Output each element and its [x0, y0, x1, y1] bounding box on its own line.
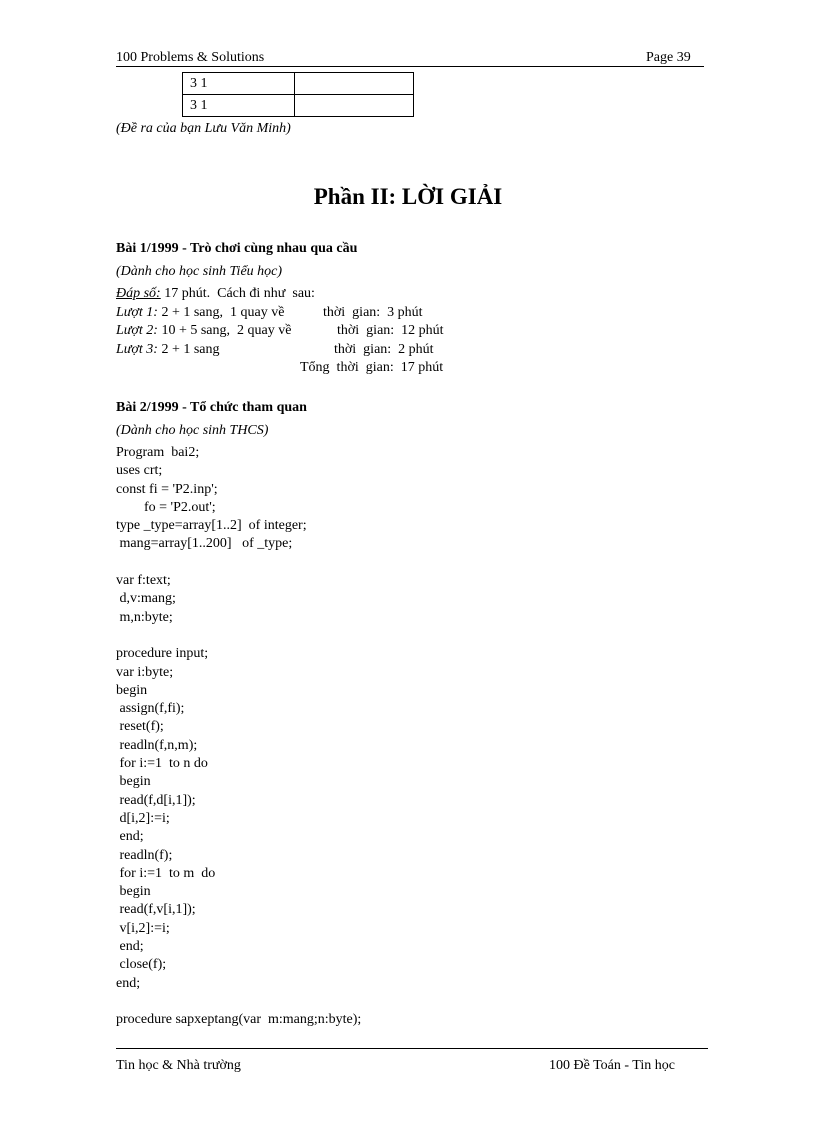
step-text: 2 + 1 sang	[157, 342, 220, 357]
total-time: Tổng thời gian: 17 phút	[300, 360, 444, 375]
problem2-title: Bài 2/1999 - Tổ chức tham quan	[116, 400, 307, 415]
step-label: Lượt 3:	[116, 342, 158, 357]
header-divider	[116, 66, 704, 67]
step-3-time: thời gian: 2 phút	[334, 342, 434, 357]
footer-left: Tin học & Nhà trường	[116, 1058, 241, 1073]
pascal-code: Program bai2; uses crt; const fi = 'P2.inp'; fo = 'P2.out'; type _type=array[1..2] of integer; mang=array[1..200] of _type; var f:text; d,v:mang; m,n:byte; procedure input; var i:byte; begin assign(f,fi); reset(f); readln(f,n,m); for i:=1 to n do begin read(f,d[i,1]); d[i,2]:=i; end; readln(f); for i:=1 to m do begin read(f,v[i,1]); v[i,2]:=i; end; close(f); end; procedure sapxeptang(var m:mang;n:byte);	[116, 445, 362, 1028]
problem2-audience: (Dành cho học sinh THCS)	[116, 423, 269, 438]
footer-divider	[116, 1048, 708, 1049]
step-2-time: thời gian: 12 phút	[337, 323, 444, 338]
previous-table	[182, 72, 414, 117]
answer-label: Đáp số:	[116, 286, 161, 301]
attribution: (Đề ra của bạn Lưu Văn Minh)	[116, 121, 291, 136]
answer-text: 17 phút. Cách đi như sau:	[160, 286, 315, 301]
footer-right: 100 Đề Toán - Tin học	[549, 1058, 675, 1073]
step-1-time: thời gian: 3 phút	[323, 305, 423, 320]
step-2	[116, 322, 291, 340]
table-row	[183, 95, 414, 117]
section-title: Phần II: LỜI GIẢI	[313, 184, 503, 209]
step-label: Lượt 2:	[116, 323, 158, 338]
step-label: Lượt 1:	[116, 305, 158, 320]
problem1-answer	[116, 285, 315, 303]
step-1	[116, 304, 284, 322]
problem1-audience: (Dành cho học sinh Tiểu học)	[116, 264, 283, 279]
step-text: 2 + 1 sang, 1 quay về	[157, 305, 285, 320]
step-3	[116, 341, 220, 359]
problem1-title: Bài 1/1999 - Trò chơi cùng nhau qua cầu	[116, 241, 358, 256]
table-cell: 3 1	[183, 95, 295, 117]
table-cell	[295, 73, 414, 95]
header-title: 100 Problems & Solutions	[116, 50, 265, 65]
table-cell	[295, 95, 414, 117]
table-cell: 3 1	[183, 73, 295, 95]
step-text: 10 + 5 sang, 2 quay về	[157, 323, 292, 338]
table-row	[183, 73, 414, 95]
header-page-number: Page 39	[646, 50, 691, 65]
